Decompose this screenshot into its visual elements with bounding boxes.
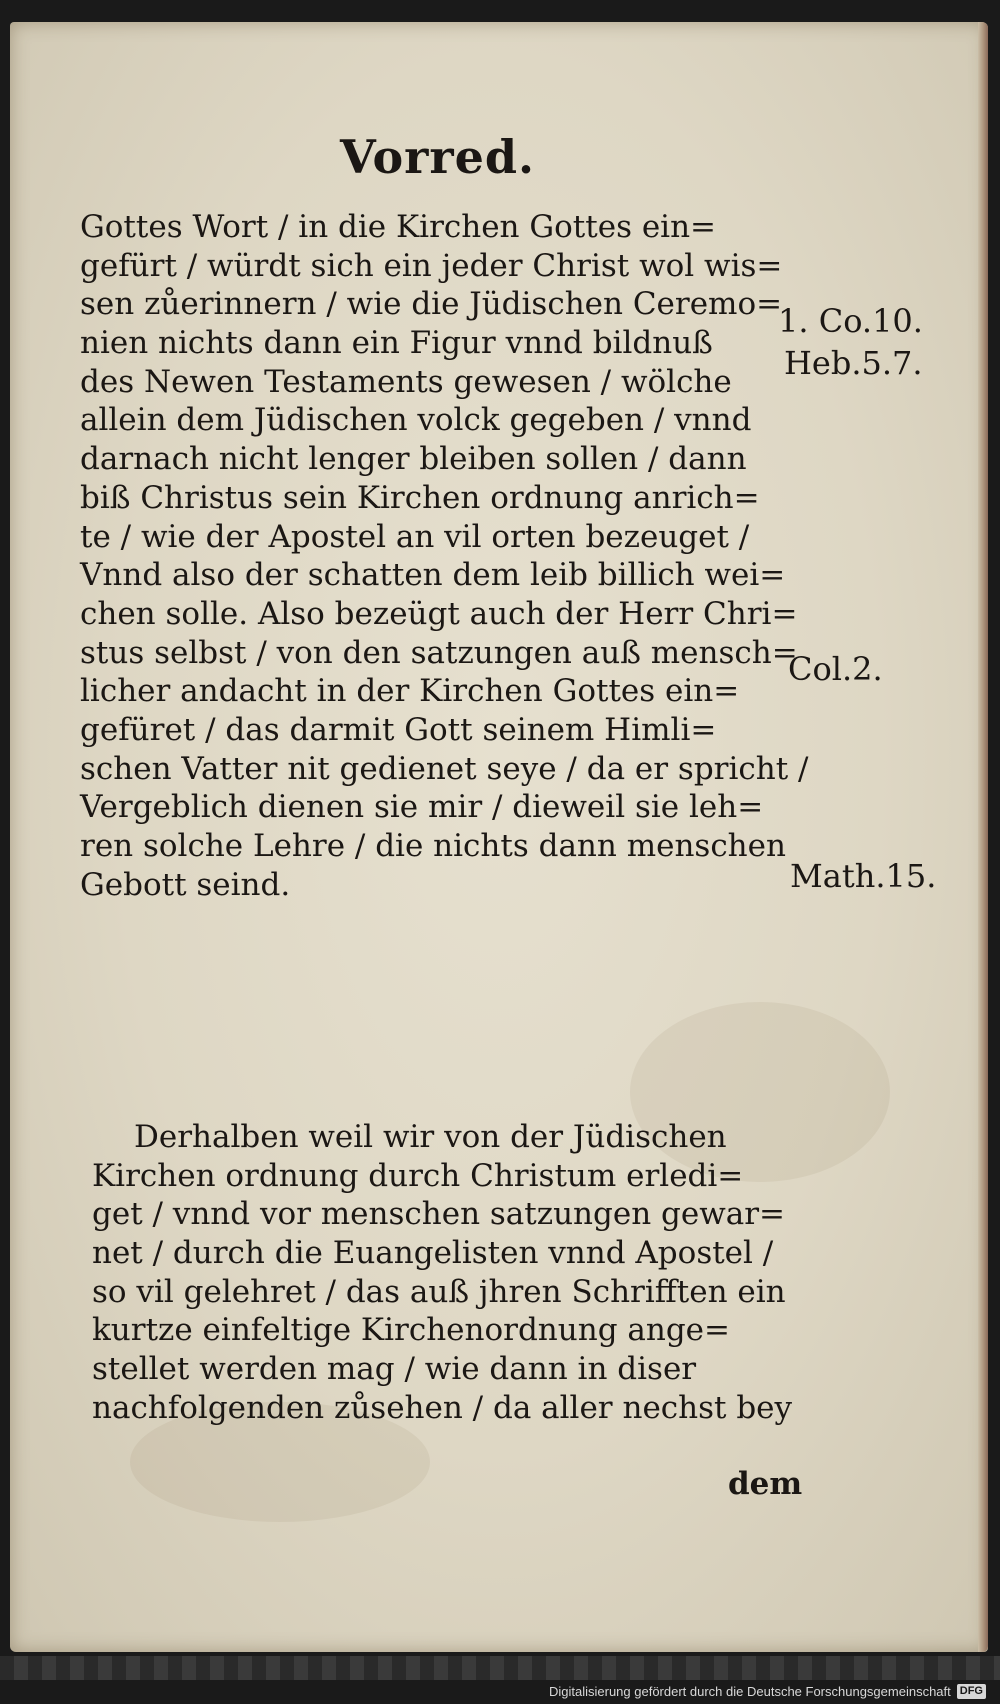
- text-line: des Newen Testaments gewesen / wölche: [80, 363, 732, 400]
- text-line: net / durch die Euangelisten vnnd Apostel /: [92, 1235, 774, 1272]
- digitization-credit: [549, 1684, 986, 1699]
- text-line: gefürt / würdt sich ein jeder Christ wol wis=: [80, 247, 783, 284]
- paragraph-1: [80, 208, 809, 904]
- text-line: schen Vatter nit gedienet seye / da er spricht /: [80, 750, 809, 787]
- book-page: [10, 22, 988, 1652]
- text-line: darnach nicht lenger bleiben sollen / dann: [80, 441, 747, 478]
- catchword: dem: [728, 1466, 803, 1502]
- credit-text: Digitalisierung gefördert durch die Deutsche Forschungsgemeinschaft: [548, 1684, 951, 1699]
- marginal-note: Col.2.: [788, 650, 883, 688]
- text-line: ren solche Lehre / die nichts dann menschen: [80, 828, 786, 864]
- text-line: Vnnd also der schatten dem leib billich wei=: [80, 557, 786, 594]
- text-line: nien nichts dann ein Figur vnnd bildnuß: [80, 325, 713, 362]
- text-line: Gebott seind.: [80, 866, 291, 903]
- text-line: nachfolgenden zůsehen / da aller nechst bey: [92, 1389, 793, 1426]
- text-line: gefüret / das darmit Gott seinem Himli=: [80, 711, 717, 748]
- text-line: stellet werden mag / wie dann in diser: [92, 1351, 697, 1388]
- text-line: licher andacht in der Kirchen Gottes ein=: [80, 673, 740, 710]
- text-line: Gottes Wort / in die Kirchen Gottes ein=: [80, 209, 717, 245]
- text-line: allein dem Jüdischen volck gegeben / vnnd: [80, 402, 752, 439]
- text-line: so vil gelehret / das auß jhren Schrifften ein: [92, 1273, 786, 1310]
- text-line: get / vnnd vor menschen satzungen gewar=: [92, 1196, 786, 1233]
- scan-calibration-strip: [0, 1656, 1000, 1680]
- text-line: Kirchen ordnung durch Christum erledi=: [92, 1157, 744, 1194]
- marginal-note: Heb.5.7.: [784, 344, 923, 382]
- text-line: stus selbst / von den satzungen auß mensch=: [80, 634, 798, 671]
- page-edge: [978, 22, 988, 1652]
- marginal-note: 1. Co.10.: [778, 302, 923, 340]
- text-line: kurtze einfeltige Kirchenordnung ange=: [92, 1312, 730, 1349]
- page-heading: Vorred.: [340, 130, 536, 184]
- text-line: Vergeblich dienen sie mir / dieweil sie leh=: [80, 789, 764, 826]
- dfg-logo: DFG: [957, 1684, 986, 1699]
- text-line: Derhalben weil wir von der Jüdischen: [134, 1119, 727, 1155]
- paragraph-2: [92, 1118, 792, 1428]
- text-line: te / wie der Apostel an vil orten bezeuget /: [80, 518, 750, 555]
- text-line: sen zůerinnern / wie die Jüdischen Ceremo=: [80, 286, 783, 323]
- marginal-note: Math.15.: [790, 857, 937, 895]
- text-line: biß Christus sein Kirchen ordnung anrich=: [80, 479, 760, 516]
- text-line: chen solle. Also bezeügt auch der Herr Chri=: [80, 595, 798, 632]
